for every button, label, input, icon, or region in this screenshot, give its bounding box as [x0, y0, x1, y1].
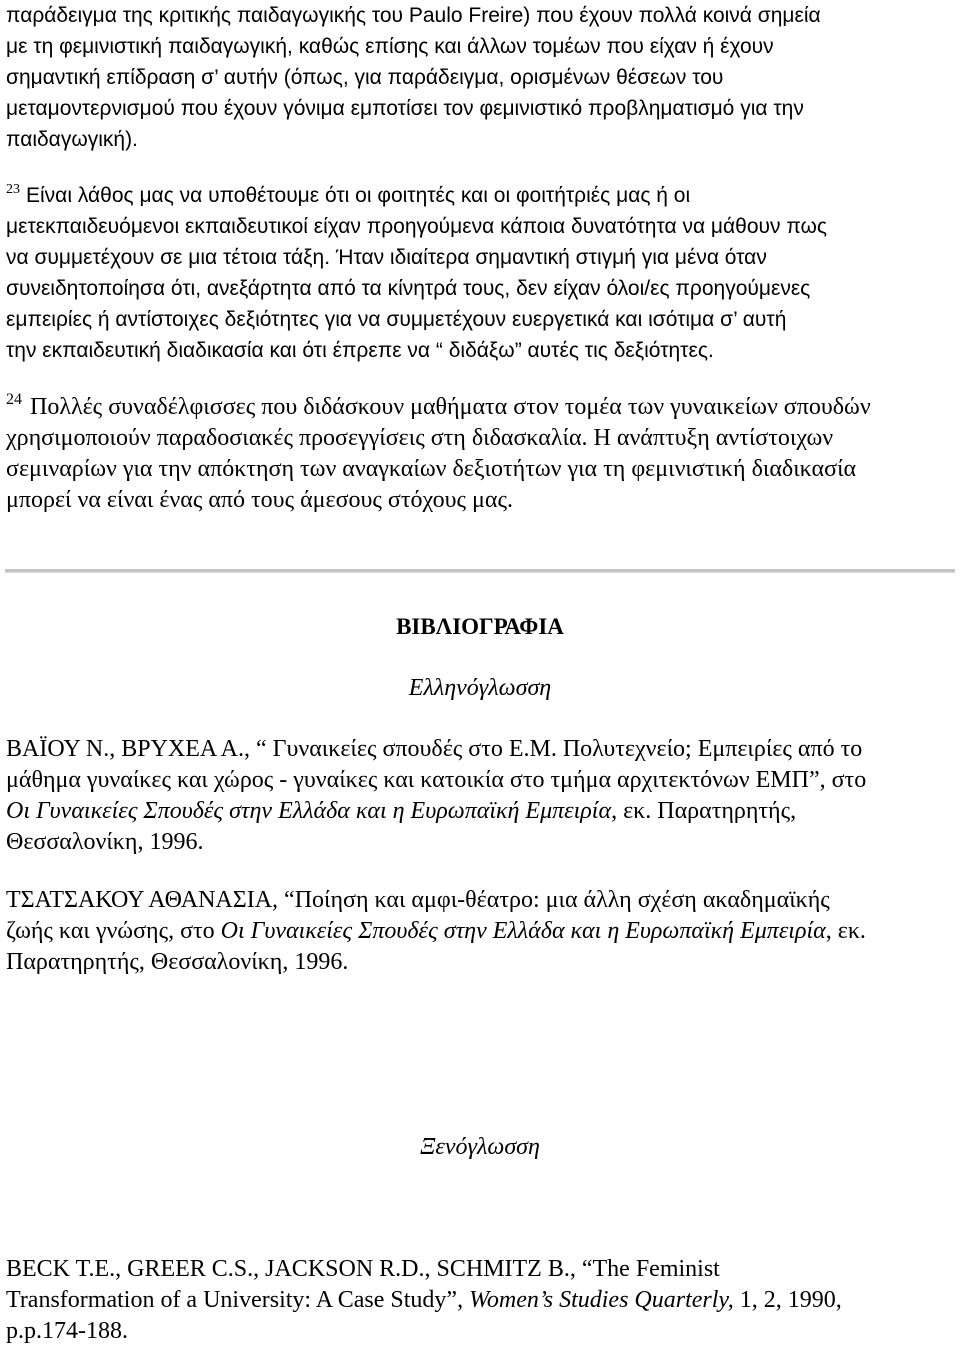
- footnote-24: [6, 392, 871, 516]
- reference-source-title: Οι Γυναικείες Σπουδές στην Ελλάδα και η Ευρωπαϊκή Εμπειρία: [6, 798, 612, 824]
- footnote-line: μπορεί να είναι ένας από τους άμεσους στόχους μας.: [6, 487, 513, 513]
- foreign-bibliography-heading: Ξενόγλωσση: [420, 1134, 540, 1160]
- reference-text: , εκ. Παρατηρητής,: [611, 798, 797, 824]
- reference-line: [6, 916, 866, 947]
- reference-text: Transformation of a University: A Case Study”,: [6, 1287, 470, 1313]
- footnote-line: [6, 392, 871, 423]
- reference-line: p.p.174-188.: [6, 1318, 128, 1344]
- reference-line: ΒΑΪΟΥ Ν., ΒΡΥΧΕΑ Α., “ Γυναικείες σπουδές στο Ε.Μ. Πολυτεχνείο; Εμπειρίες από το: [6, 736, 863, 762]
- intro-line: με τη φεμινιστική παιδαγωγική, καθώς επίσης και άλλων τομέων που είχαν ή έχουν: [6, 35, 774, 58]
- intro-line: παράδειγμα της κριτικής παιδαγωγικής του Paulo Freire) που έχουν πολλά κοινά σημεία: [6, 4, 821, 27]
- footnote-number: 24: [6, 391, 22, 408]
- footnote-number: 23: [6, 182, 20, 197]
- reference-line: [6, 1285, 842, 1316]
- section-divider: [5, 569, 955, 573]
- reference-journal-title: Women’s Studies Quarterly,: [469, 1287, 734, 1313]
- reference-text: ζωής και γνώσης, στο: [6, 918, 221, 944]
- reference-text: 1, 2, 1990,: [733, 1287, 842, 1313]
- footnote-line: την εκπαιδευτική διαδικασία και ότι έπρεπε να “ διδάξω” αυτές τις δεξιότητες.: [6, 339, 714, 362]
- bibliography-entry: [6, 734, 866, 858]
- bibliography-entry: [6, 1254, 842, 1347]
- footnote-text: Είναι λάθος μας να υποθέτουμε ότι οι φοιτητές και οι φοιτήτριές μας ή οι: [26, 184, 691, 207]
- reference-line: [6, 796, 866, 827]
- reference-line: μάθημα γυναίκες και χώρος - γυναίκες και κατοικία στο τμήμα αρχιτεκτόνων ΕΜΠ”, στο: [6, 767, 867, 793]
- bibliography-entry: [6, 885, 866, 978]
- footnote-line: σεμιναρίων για την απόκτηση των αναγκαίων δεξιοτήτων για τη φεμινιστική διαδικασία: [6, 456, 857, 482]
- reference-line: BECK T.E., GREER C.S., JACKSON R.D., SCHMITZ B., “The Feminist: [6, 1256, 720, 1282]
- footnote-line: συνειδητοποίησα ότι, ανεξάρτητα από τα κίνητρά τους, δεν είχαν όλοι/ες προηγούμενες: [6, 277, 811, 300]
- reference-line: ΤΣΑΤΣΑΚΟΥ ΑΘΑΝΑΣΙΑ, “Ποίηση και αμφι-θέατρο: μια άλλη σχέση ακαδημαϊκής: [6, 887, 830, 913]
- footnote-line: χρησιμοποιούν παραδοσιακές προσεγγίσεις στη διδασκαλία. Η ανάπτυξη αντίστοιχων: [6, 425, 834, 451]
- intro-line: παιδαγωγική).: [6, 128, 138, 151]
- footnote-line: εμπειρίες ή αντίστοιχες δεξιότητες για να συμμετέχουν ευεργετικά και ισότιμα σ’ αυτή: [6, 308, 787, 331]
- reference-line: Θεσσαλονίκη, 1996.: [6, 829, 204, 855]
- footnote-line: να συμμετέχουν σε μια τέτοια τάξη. Ήταν ιδιαίτερα σημαντική στιγμή για μένα όταν: [6, 246, 767, 269]
- greek-bibliography-heading: Ελληνόγλωσση: [408, 675, 552, 701]
- intro-line: σημαντική επίδραση σ’ αυτήν (όπως, για παράδειγμα, ορισμένων θέσεων του: [6, 66, 724, 89]
- footnote-line: μετεκπαιδευόμενοι εκπαιδευτικοί είχαν προηγούμενα κάποια δυνατότητα να μάθουν πως: [6, 215, 828, 238]
- footnote-line: [6, 180, 827, 211]
- intro-line: μεταμοντερνισμού που έχουν γόνιμα εμποτίσει τον φεμινιστικό προβληματισμό για την: [6, 97, 804, 120]
- reference-text: , εκ.: [825, 918, 866, 944]
- intro-paragraph: [6, 0, 821, 155]
- reference-source-title: Οι Γυναικείες Σπουδές στην Ελλάδα και η Ευρωπαϊκή Εμπειρία: [220, 918, 826, 944]
- reference-line: Παρατηρητής, Θεσσαλονίκη, 1996.: [6, 949, 349, 975]
- bibliography-title: ΒΙΒΛΙΟΓΡΑΦΙΑ: [396, 614, 564, 639]
- footnote-text: Πολλές συναδέλφισσες που διδάσκουν μαθήματα στον τομέα των γυναικείων σπουδών: [30, 394, 871, 420]
- footnote-23: [6, 180, 827, 366]
